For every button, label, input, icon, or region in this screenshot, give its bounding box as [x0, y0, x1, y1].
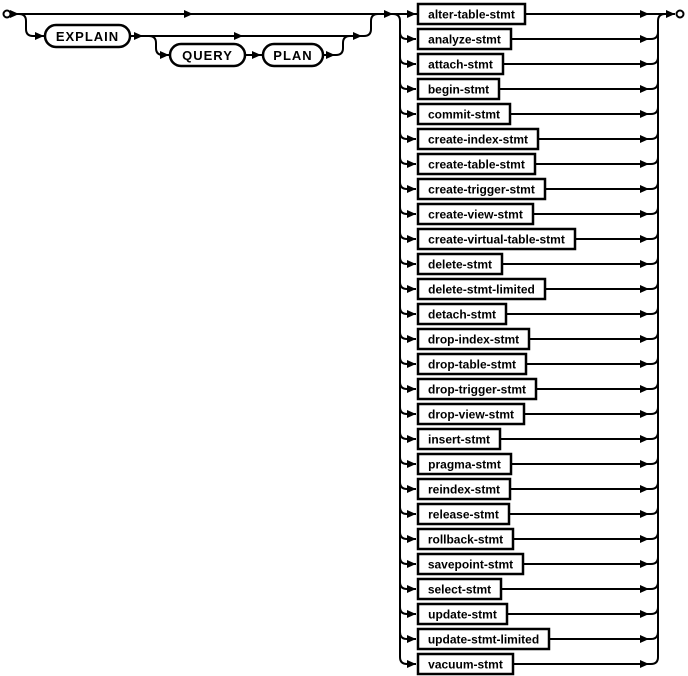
arrow-icon — [407, 185, 416, 193]
arrow-icon — [640, 335, 649, 343]
arrow-icon — [640, 585, 649, 593]
connector-line — [651, 107, 658, 114]
arrow-icon — [666, 10, 675, 18]
arrow-icon — [353, 32, 362, 40]
arrow-icon — [640, 535, 649, 543]
arrow-icon — [407, 460, 416, 468]
stmt-reindex-stmt[interactable] — [418, 479, 510, 499]
arrow-icon — [640, 185, 649, 193]
arrow-icon — [407, 285, 416, 293]
stmt-drop-index-stmt[interactable] — [418, 329, 529, 349]
keyword-label: QUERY — [182, 48, 233, 63]
connector-line — [651, 632, 658, 639]
arrow-icon — [407, 510, 416, 518]
keyword-explain — [45, 25, 130, 47]
arrow-icon — [640, 135, 649, 143]
keyword-label: EXPLAIN — [55, 29, 120, 44]
stmt-drop-trigger-stmt[interactable] — [418, 379, 536, 399]
stmt-label: select-stmt — [427, 582, 492, 597]
arrow-icon — [234, 32, 243, 40]
stmt-insert-stmt[interactable] — [418, 429, 500, 449]
arrow-icon — [407, 110, 416, 118]
keyword-label: PLAN — [273, 48, 313, 63]
connector-line — [651, 207, 658, 214]
stmt-begin-stmt[interactable] — [418, 79, 499, 99]
stmt-alter-table-stmt[interactable] — [418, 4, 525, 24]
stmt-label: alter-table-stmt — [428, 7, 515, 22]
arrow-icon — [407, 85, 416, 93]
stmt-rollback-stmt[interactable] — [418, 529, 513, 549]
connector-line — [651, 332, 658, 339]
arrow-icon — [640, 285, 649, 293]
arrow-icon — [326, 51, 335, 59]
start-terminal-icon — [4, 11, 11, 18]
stmt-pragma-stmt[interactable] — [418, 454, 511, 474]
stmt-label: update-stmt — [428, 607, 497, 622]
stmt-create-table-stmt[interactable] — [418, 154, 535, 174]
stmt-label: detach-stmt — [427, 307, 497, 322]
keyword-query — [170, 44, 245, 66]
connector-line — [651, 457, 658, 464]
arrow-icon — [407, 435, 416, 443]
arrow-icon — [640, 460, 649, 468]
stmt-label: commit-stmt — [427, 107, 501, 122]
connector-line — [393, 14, 400, 657]
arrow-icon — [407, 560, 416, 568]
arrow-icon — [407, 485, 416, 493]
connector-line — [651, 432, 658, 439]
connector-line — [651, 132, 658, 139]
arrow-icon — [407, 210, 416, 218]
keyword-plan — [263, 44, 323, 66]
arrow-icon — [640, 210, 649, 218]
arrow-icon — [640, 110, 649, 118]
stmt-label: create-table-stmt — [428, 157, 525, 172]
stmt-create-index-stmt[interactable] — [418, 129, 538, 149]
stmt-label: create-view-stmt — [428, 207, 523, 222]
stmt-label: drop-trigger-stmt — [428, 382, 526, 397]
connector-line — [651, 657, 658, 664]
stmt-label: delete-stmt-limited — [428, 282, 535, 297]
stmt-vacuum-stmt[interactable] — [418, 654, 513, 674]
connector-line — [651, 57, 658, 64]
connector-line — [651, 407, 658, 414]
connector-line — [651, 307, 658, 314]
arrow-icon — [252, 51, 261, 59]
arrow-icon — [407, 235, 416, 243]
arrow-icon — [407, 610, 416, 618]
arrow-icon — [640, 85, 649, 93]
connector-line — [651, 32, 658, 39]
stmt-select-stmt[interactable] — [418, 579, 501, 599]
stmt-drop-view-stmt[interactable] — [418, 404, 524, 424]
connector-line — [651, 182, 658, 189]
arrow-icon — [407, 10, 416, 18]
connector-line — [651, 557, 658, 564]
stmt-detach-stmt[interactable] — [418, 304, 506, 324]
stmt-update-stmt[interactable] — [418, 604, 507, 624]
arrow-icon — [407, 410, 416, 418]
stmt-savepoint-stmt[interactable] — [418, 554, 523, 574]
arrow-icon — [407, 585, 416, 593]
arrow-icon — [640, 435, 649, 443]
arrow-icon — [640, 485, 649, 493]
arrow-icon — [640, 510, 649, 518]
connector-line — [651, 357, 658, 364]
arrow-icon — [640, 385, 649, 393]
arrow-icon — [184, 10, 193, 18]
arrow-icon — [640, 410, 649, 418]
arrow-icon — [407, 310, 416, 318]
arrow-icon — [640, 10, 649, 18]
stmt-commit-stmt[interactable] — [418, 104, 510, 124]
arrow-icon — [407, 535, 416, 543]
arrow-icon — [640, 235, 649, 243]
connector-line — [651, 532, 658, 539]
stmt-create-view-stmt[interactable] — [418, 204, 533, 224]
stmt-label: vacuum-stmt — [428, 657, 503, 672]
connector-line — [651, 482, 658, 489]
arrow-icon — [640, 160, 649, 168]
stmt-label: release-stmt — [428, 507, 499, 522]
stmt-create-virtual-table-stmt[interactable] — [418, 229, 575, 249]
stmt-label: pragma-stmt — [428, 457, 501, 472]
arrow-icon — [384, 10, 393, 18]
stmt-label: delete-stmt — [427, 257, 493, 272]
arrow-icon — [640, 635, 649, 643]
arrow-icon — [407, 35, 416, 43]
stmt-label: begin-stmt — [427, 82, 490, 97]
stmt-drop-table-stmt[interactable] — [418, 354, 526, 374]
arrow-icon — [640, 360, 649, 368]
arrow-icon — [407, 60, 416, 68]
stmt-label: rollback-stmt — [427, 532, 504, 547]
arrow-icon — [35, 32, 44, 40]
stmt-label: drop-index-stmt — [427, 332, 520, 347]
arrow-icon — [640, 560, 649, 568]
end-terminal-icon — [677, 11, 684, 18]
connector-rails — [11, 14, 676, 664]
arrow-icon — [407, 260, 416, 268]
connector-line — [651, 82, 658, 89]
stmt-attach-stmt[interactable] — [418, 54, 503, 74]
stmt-label: drop-table-stmt — [428, 357, 516, 372]
arrow-icon — [407, 660, 416, 668]
stmt-delete-stmt-limited[interactable] — [418, 279, 545, 299]
arrow-icon — [407, 160, 416, 168]
connector-line — [651, 382, 658, 389]
arrow-icon — [640, 660, 649, 668]
arrow-icon — [407, 635, 416, 643]
arrow-icon — [640, 610, 649, 618]
stmt-label: attach-stmt — [428, 57, 493, 72]
stmt-create-trigger-stmt[interactable] — [418, 179, 545, 199]
arrow-icon — [407, 135, 416, 143]
arrow-icon — [160, 51, 169, 59]
arrow-icon — [640, 310, 649, 318]
arrow-icon — [407, 335, 416, 343]
stmt-label: savepoint-stmt — [427, 557, 514, 572]
arrow-icon — [640, 35, 649, 43]
stmt-label: reindex-stmt — [427, 482, 501, 497]
connector-line — [651, 282, 658, 289]
arrow-icon — [134, 32, 143, 40]
stmt-label: create-virtual-table-stmt — [428, 232, 565, 247]
stmt-delete-stmt[interactable] — [418, 254, 502, 274]
arrow-icon — [407, 385, 416, 393]
connector-line — [651, 157, 658, 164]
arrow-icon — [407, 360, 416, 368]
connector-line — [651, 232, 658, 239]
connector-line — [651, 582, 658, 589]
stmt-release-stmt[interactable] — [418, 504, 509, 524]
stmt-update-stmt-limited[interactable] — [418, 629, 549, 649]
stmt-label: create-trigger-stmt — [428, 182, 535, 197]
arrow-icon — [640, 260, 649, 268]
stmt-analyze-stmt[interactable] — [418, 29, 511, 49]
connector-line — [651, 257, 658, 264]
stmt-label: update-stmt-limited — [427, 632, 540, 647]
connector-line — [651, 607, 658, 614]
stmt-label: analyze-stmt — [428, 32, 501, 47]
stmt-label: create-index-stmt — [427, 132, 529, 147]
connector-line — [658, 14, 665, 657]
connector-line — [651, 507, 658, 514]
arrow-icon — [640, 60, 649, 68]
stmt-label: insert-stmt — [427, 432, 491, 447]
stmt-label: drop-view-stmt — [427, 407, 515, 422]
